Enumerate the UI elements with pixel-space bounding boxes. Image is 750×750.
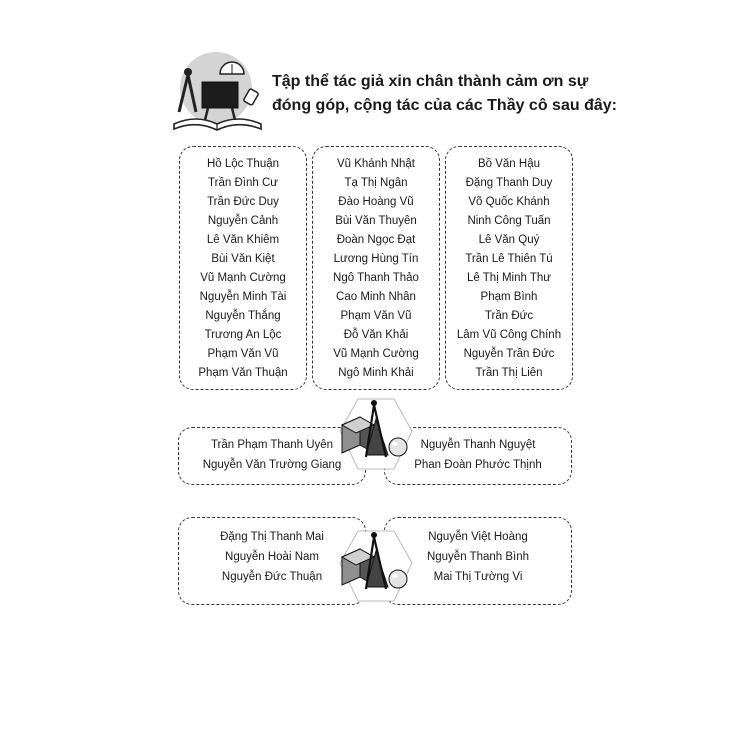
name-column-2 — [312, 146, 440, 390]
contributor-name: Phạm Bình — [480, 291, 538, 303]
contributor-name: Nguyễn Hoài Nam — [225, 551, 319, 563]
contributor-name: Nguyễn Thanh Nguyệt — [420, 439, 536, 451]
contributor-name: Tạ Thị Ngân — [344, 177, 408, 189]
contributor-name: Phạm Văn Vũ — [340, 310, 412, 322]
contributor-name: Lương Hùng Tín — [333, 253, 419, 265]
contributor-name: Ngô Thanh Thảo — [333, 272, 419, 284]
contributor-name: Trương An Lộc — [204, 329, 282, 341]
name-list — [446, 147, 572, 383]
contributor-name: Mai Thị Tường Vi — [433, 571, 523, 583]
contributor-name: Ngô Minh Khải — [338, 367, 414, 379]
contributor-name: Nguyễn Minh Tài — [199, 291, 287, 303]
classroom-emblem-icon — [170, 50, 265, 132]
name-list — [313, 147, 439, 383]
heading-line-1: Tập thể tác giả xin chân thành cảm ơn sự — [272, 73, 589, 90]
name-column-3 — [445, 146, 573, 390]
contributor-name: Đoàn Ngọc Đạt — [336, 234, 416, 246]
contributor-name: Trần Đình Cư — [208, 177, 278, 189]
contributor-name: Lâm Vũ Công Chính — [456, 329, 562, 341]
contributor-name: Phạm Văn Vũ — [207, 348, 279, 360]
contributor-name: Vũ Mạnh Cường — [200, 272, 286, 284]
name-column-1 — [179, 146, 307, 390]
contributor-name: Nguyễn Văn Trường Giang — [202, 459, 342, 471]
contributor-name: Võ Quốc Khánh — [468, 196, 550, 208]
contributor-name: Nguyễn Cảnh — [207, 215, 279, 227]
acknowledgement-heading — [272, 70, 617, 118]
contributor-name: Trần Đức Duy — [207, 196, 279, 208]
heading-line-2: đóng góp, cộng tác của các Thầy cô sau đây: — [272, 97, 617, 114]
geometry-shapes-icon — [336, 525, 414, 607]
contributor-name: Cao Minh Nhân — [336, 291, 416, 303]
contributor-name: Trần Lê Thiên Tú — [465, 253, 553, 265]
contributor-name: Trần Đức — [484, 310, 534, 322]
contributor-name: Hồ Lộc Thuận — [206, 158, 280, 170]
contributor-name: Bùi Văn Kiệt — [211, 253, 275, 265]
contributor-name: Nguyễn Thắng — [205, 310, 281, 322]
contributor-name: Vũ Mạnh Cường — [333, 348, 419, 360]
contributor-name: Trần Phạm Thanh Uyên — [210, 439, 334, 451]
contributor-name: Ninh Công Tuấn — [467, 215, 551, 227]
contributor-name: Đặng Thanh Duy — [465, 177, 553, 189]
contributor-name: Nguyễn Thanh Bình — [426, 551, 530, 563]
contributor-name: Nguyễn Trần Đức — [463, 348, 555, 360]
contributor-name: Đỗ Văn Khải — [343, 329, 409, 341]
contributor-name: Phan Đoàn Phước Thịnh — [414, 459, 542, 471]
contributor-name: Trần Thị Liên — [475, 367, 543, 379]
contributor-name: Đào Hoàng Vũ — [338, 196, 414, 208]
contributor-name: Bùi Văn Thuyên — [335, 215, 417, 227]
contributor-name: Bồ Văn Hậu — [477, 158, 540, 170]
name-list — [180, 147, 306, 383]
contributor-name: Đặng Thị Thanh Mai — [220, 531, 324, 543]
contributor-name: Lê Văn Khiêm — [206, 234, 280, 246]
geometry-shapes-icon — [336, 393, 414, 475]
contributor-name: Lê Thị Minh Thư — [467, 272, 551, 284]
contributor-name: Nguyễn Đức Thuận — [221, 571, 323, 583]
contributor-name: Lê Văn Quý — [478, 234, 540, 246]
contributor-name: Vũ Khánh Nhật — [336, 158, 415, 170]
contributor-name: Phạm Văn Thuận — [198, 367, 288, 379]
contributor-name: Nguyễn Việt Hoàng — [428, 531, 528, 543]
